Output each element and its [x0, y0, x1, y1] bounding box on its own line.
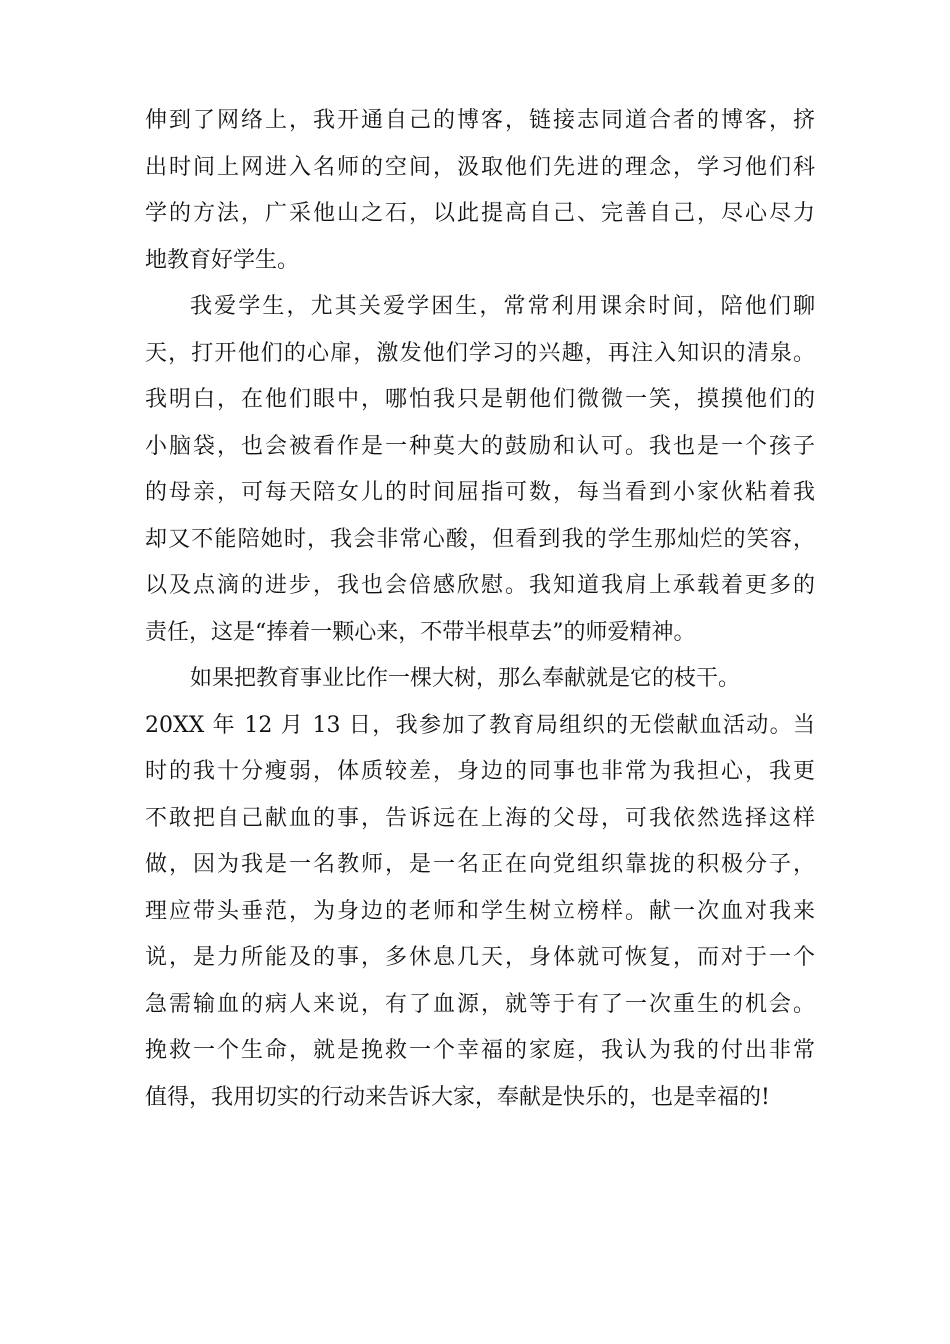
text-line: 时的我十分瘦弱，体质较差，身边的同事也非常为我担心，我更: [145, 759, 815, 784]
text-line: 20XX 年 12 月 13 日，我参加了教育局组织的无偿献血活动。当: [145, 712, 815, 738]
text-line: 我明白，在他们眼中，哪怕我只是朝他们微微一笑，摸摸他们的: [145, 387, 815, 412]
text-line: 天，打开他们的心扉，激发他们学习的兴趣，再注入知识的清泉。: [145, 340, 815, 366]
text-line: 出时间上网进入名师的空间，汲取他们先进的理念，学习他们科: [145, 154, 815, 180]
text-line: 以及点滴的进步，我也会倍感欣慰。我知道我肩上承载着更多的: [145, 573, 815, 598]
text-line: 小脑袋，也会被看作是一种莫大的鼓励和认可。我也是一个孩子: [145, 433, 815, 459]
text-line: 的母亲，可每天陪女儿的时间屈指可数，每当看到小家伙粘着我: [145, 480, 815, 505]
text-line: 却又不能陪她时，我会非常心酸，但看到我的学生那灿烂的笑容，: [145, 526, 815, 552]
text-line: 如果把教育事业比作一棵大树，那么奉献就是它的枝干。: [190, 666, 741, 691]
text-line: 挽救一个生命，就是挽救一个幸福的家庭，我认为我的付出非常: [145, 1038, 815, 1063]
text-line: 说，是力所能及的事，多休息几天，身体就可恢复，而对于一个: [145, 945, 815, 970]
text-line: 我爱学生，尤其关爱学困生，常常利用课余时间，陪他们聊: [190, 294, 815, 319]
text-line: 理应带头垂范，为身边的老师和学生树立榜样。献一次血对我来: [145, 898, 815, 924]
document-body: [145, 98, 815, 1121]
text-line: 学的方法，广采他山之石，以此提高自己、完善自己，尽心尽力: [145, 201, 815, 226]
text-line: 伸到了网络上，我开通自己的博客，链接志同道合者的博客，挤: [145, 108, 815, 133]
text-line: 地教育好学生。: [145, 247, 300, 273]
text-line: 值得，我用切实的行动来告诉大家，奉献是快乐的，也是幸福的!: [145, 1084, 770, 1110]
text-line: 做，因为我是一名教师，是一名正在向党组织靠拢的积极分子，: [145, 852, 815, 877]
text-line: 急需输血的病人来说，有了血源，就等于有了一次重生的机会。: [145, 991, 815, 1017]
text-line: 责任，这是“捧着一颗心来，不带半根草去”的师爱精神。: [145, 619, 696, 645]
text-line: 不敢把自己献血的事，告诉远在上海的父母，可我依然选择这样: [145, 805, 815, 831]
